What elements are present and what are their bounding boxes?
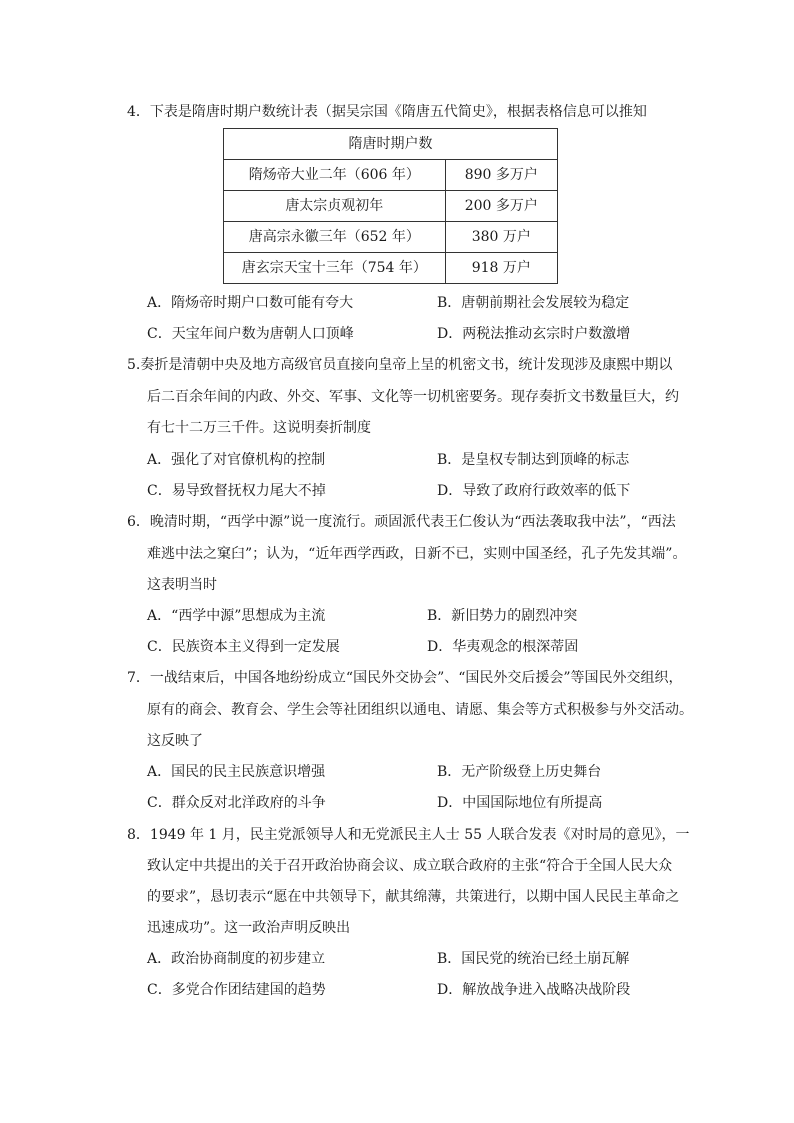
q8-stem-line: 8．1949 年 1 月，民主党派领导人和无党派民主人士 55 人联合发表《对时局的意见》，一 [127, 827, 690, 843]
q4-stem: 4．下表是隋唐时期户数统计表（据吴宗国《隋唐五代简史》，根据表格信息可以推知 [127, 104, 647, 120]
q5-stem-line: 5.奏折是清朝中央及地方高级官员直接向皇帝上呈的机密文书，统计发现涉及康熙中期以 [127, 357, 673, 373]
q4-option-d[interactable]: D．两税法推动玄宗时户数激增 [437, 326, 631, 342]
q7-option-b[interactable]: B．无产阶级登上历史舞台 [437, 764, 602, 780]
q8-option-d[interactable]: D．解放战争进入战略决战阶段 [437, 982, 631, 998]
q8-stem-line: 致认定中共提出的关于召开政治协商会议、成立联合政府的主张“符合于全国人民大众 [147, 858, 673, 874]
table-row [224, 222, 558, 253]
q7-option-c[interactable]: C．群众反对北洋政府的斗争 [147, 795, 326, 811]
table-cell-period: 隋炀帝大业二年（606 年） [224, 160, 446, 191]
q6-option-d[interactable]: D．华夷观念的根深蒂固 [427, 639, 579, 655]
table-cell-period: 唐玄宗天宝十三年（754 年） [224, 253, 446, 284]
q6-option-b[interactable]: B．新旧势力的剧烈冲突 [427, 608, 578, 624]
q6-option-a[interactable]: A．“西学中源”思想成为主流 [147, 608, 326, 624]
q8-option-b[interactable]: B．国民党的统治已经土崩瓦解 [437, 951, 630, 967]
table-row [224, 253, 558, 284]
q5-option-a[interactable]: A．强化了对官僚机构的控制 [147, 452, 326, 468]
q7-option-d[interactable]: D．中国国际地位有所提高 [437, 795, 603, 811]
q5-option-d[interactable]: D．导致了政府行政效率的低下 [437, 483, 631, 499]
table-header-row [224, 129, 558, 160]
q8-stem-line: 迅速成功”。这一政治声明反映出 [147, 920, 351, 936]
table-cell-period: 唐太宗贞观初年 [224, 191, 446, 222]
q7-option-a[interactable]: A．国民的民主民族意识增强 [147, 764, 326, 780]
q7-stem-line: 7．一战结束后，中国各地纷纷成立“国民外交协会”、“国民外交后援会”等国民外交组织， [127, 670, 683, 686]
table-header: 隋唐时期户数 [224, 129, 558, 160]
table-cell-households: 380 万户 [445, 222, 557, 253]
q7-stem-line: 原有的商会、教育会、学生会等社团组织以通电、请愿、集会等方式积极参与外交活动。 [147, 702, 693, 718]
q6-stem-line: 这表明当时 [147, 577, 217, 593]
q8-option-c[interactable]: C．多党合作团结建国的趋势 [147, 982, 326, 998]
q5-option-c[interactable]: C．易导致督抚权力尾大不掉 [147, 483, 326, 499]
table-cell-period: 唐高宗永徽三年（652 年） [224, 222, 446, 253]
q5-option-b[interactable]: B．是皇权专制达到顶峰的标志 [437, 452, 630, 468]
q4-option-a[interactable]: A．隋炀帝时期户口数可能有夸大 [147, 295, 354, 311]
q8-stem-line: 的要求”，恳切表示“愿在中共领导下，献其绵薄，共策进行，以期中国人民民主革命之 [147, 889, 680, 905]
q4-option-c[interactable]: C．天宝年间户数为唐朝人口顶峰 [147, 326, 354, 342]
table-row [224, 191, 558, 222]
q5-stem-line: 后二百余年间的内政、外交、军事、文化等一切机密要务。现存奏折文书数量巨大，约 [147, 389, 679, 405]
q7-stem-line: 这反映了 [147, 733, 203, 749]
household-table [223, 128, 558, 284]
table-cell-households: 890 多万户 [445, 160, 557, 191]
q4-option-b[interactable]: B．唐朝前期社会发展较为稳定 [437, 295, 630, 311]
q5-stem-line: 有七十二万三千件。这说明奏折制度 [147, 420, 371, 436]
table-cell-households: 200 多万户 [445, 191, 557, 222]
table-row [224, 160, 558, 191]
q6-stem-line: 难逃中法之窠臼”；认为，“近年西学西政，日新不已，实则中国圣经，孔子先发其端”。 [147, 546, 687, 562]
q6-stem-line: 6．晚清时期，“西学中源”说一度流行。顽固派代表王仁俊认为“西法袭取我中法”，“西法 [127, 514, 676, 530]
table-cell-households: 918 万户 [445, 253, 557, 284]
q6-option-c[interactable]: C．民族资本主义得到一定发展 [147, 639, 340, 655]
q8-option-a[interactable]: A．政治协商制度的初步建立 [147, 951, 326, 967]
